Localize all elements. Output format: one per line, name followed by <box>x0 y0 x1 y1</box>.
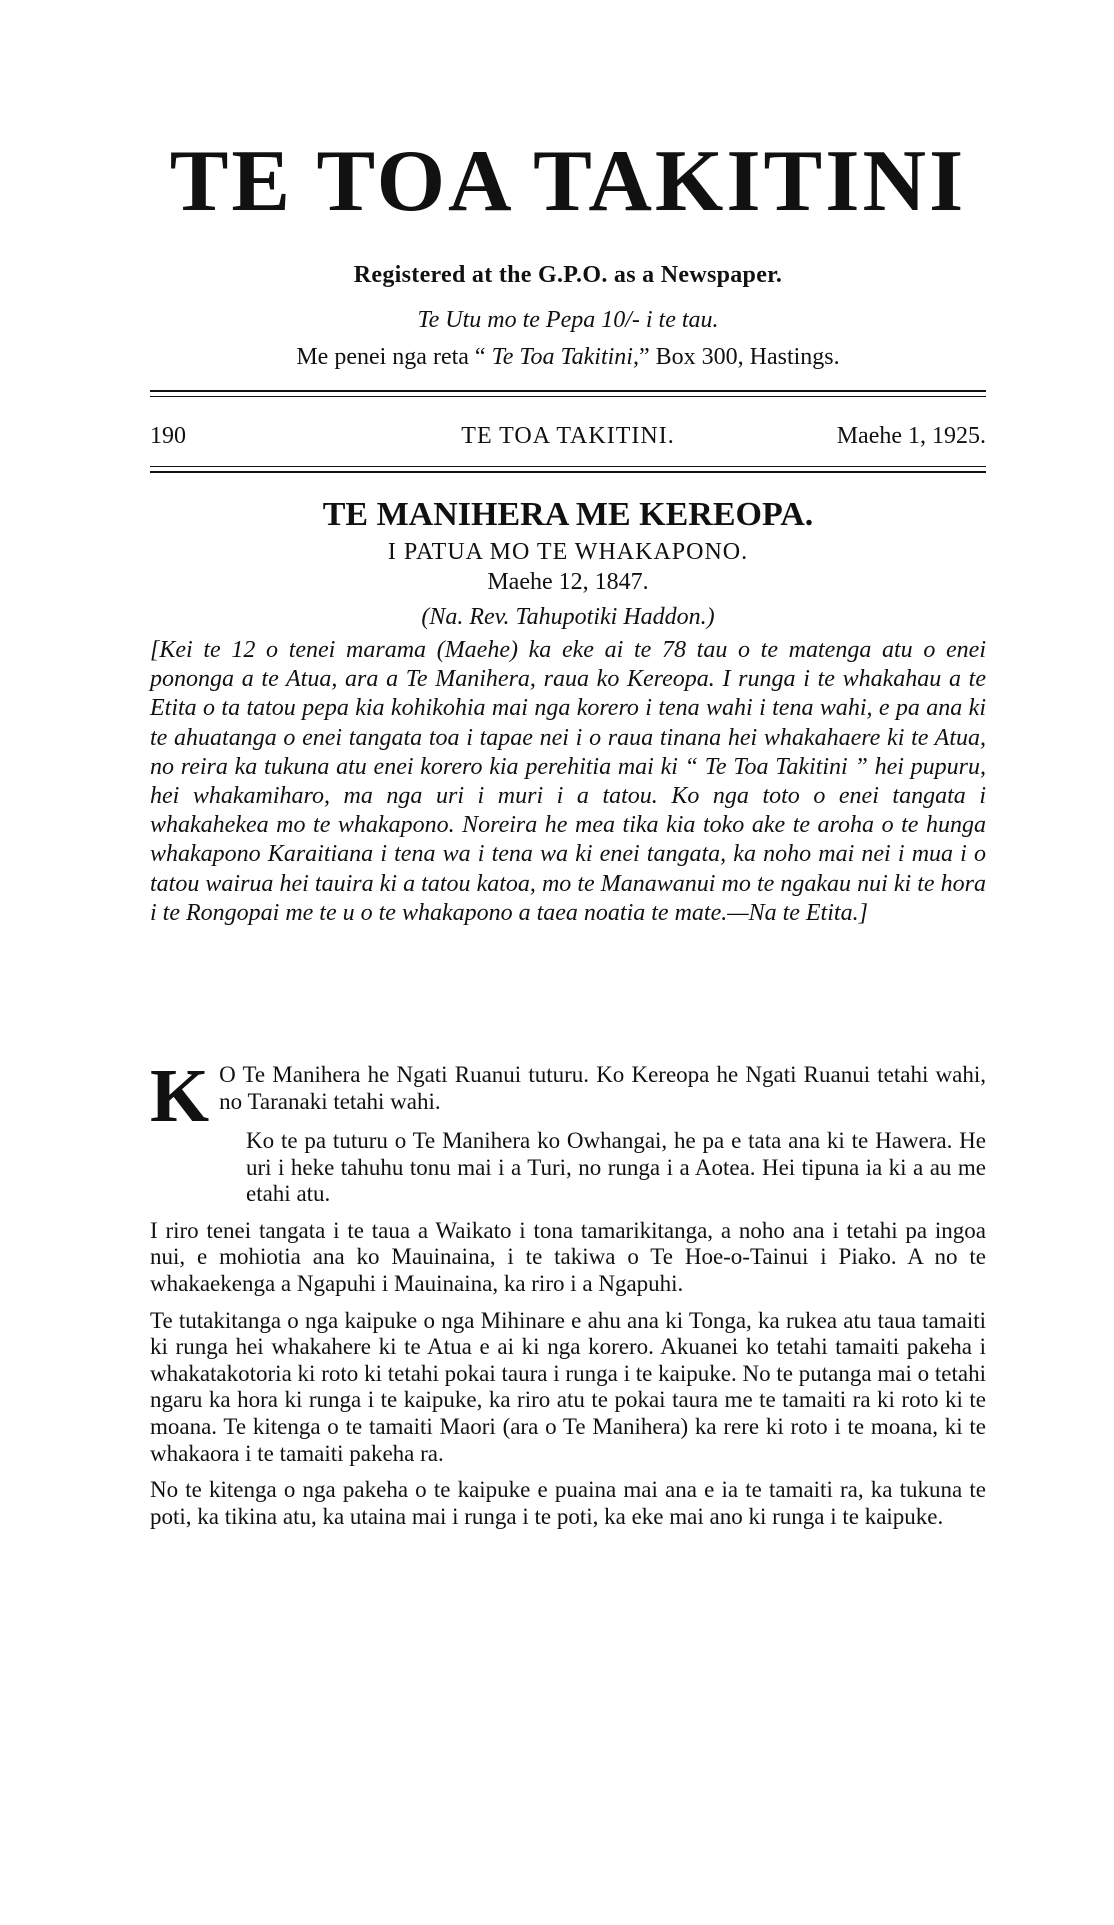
page-number: 190 <box>150 423 186 449</box>
paragraph-1-lead: O Te Manihera he Ngati Ruanui tuturu. Ko Kereopa he Ngati Ruanui tetahi wahi, no Taranaki tetahi wahi. <box>219 1062 986 1114</box>
header-rule-bottom-thin <box>150 466 986 467</box>
registration-notice: Registered at the G.P.O. as a Newspaper. <box>353 262 783 288</box>
article-subtitle: I PATUA MO TE WHAKAPONO. <box>387 539 749 565</box>
header-rule-bottom <box>150 471 986 473</box>
article-body <box>150 1054 986 1540</box>
paragraph-1-rest: Ko te pa tuturu o Te Manihera ko Owhangai, he pa e tata ana ki te Hawera. He uri i heke tahuhu tonu mai i a Turi, no runga i a Aotea. Hei tipuna ia ki a au me etahi atu. <box>246 1128 986 1207</box>
article-title: TE MANIHERA ME KEREOPA. <box>322 496 814 533</box>
header-rule-top <box>150 390 986 392</box>
paragraph-3: Te tutakitanga o nga kaipuke o nga Mihinare e ahu ana ki Tonga, ka rukea atu taua tamaiti ki runga hei whakahere ki te Atua e ai ki nga korero. Akuanei ko tetahi tamaiti pakeha i whakatakotoria ki roto ki tetahi pokai taura i runga i te kaipuke. No te putanga mai o tetahi ngaru ka hora ki runga i te kaipuke, ka riro atu te pokai taura me te tamaiti ra ki roto ki te moana. Te kitenga o te tamaiti Maori (ara o Te Manihera) ka rere ki roto i te moana, ki te whakaora i te tamaiti pakeha ra. <box>150 1307 986 1466</box>
paragraph-2: I riro tenei tangata i te taua a Waikato i tona tamarikitanga, a noho ana i tetahi pa ingoa nui, e mohiotia ana ko Mauinaina, i te takiwa o Te Hoe-o-Tainui i Piako. A no te whakaekenga a Ngapuhi i Mauinaina, ka riro i a Ngapuhi. <box>150 1217 986 1296</box>
article-byline: (Na. Rev. Tahupotiki Haddon.) <box>421 604 715 630</box>
issue-date: Maehe 1, 1925. <box>836 423 986 449</box>
header-rule-top-thin <box>150 396 986 397</box>
paragraph-4: No te kitenga o nga pakeha o te kaipuke e puaina mai ana e ia te tamaiti ra, ka tukuna te poti, ka tikina atu, ka utaina mai i runga i te poti, ka eke mai ano ki runga i te kaipuke. <box>150 1477 986 1529</box>
running-head-publication: TE TOA TAKITINI. <box>461 423 675 449</box>
address-publication: Te Toa Takitini, <box>491 344 639 370</box>
drop-cap: K <box>150 1054 210 1138</box>
masthead-title: TE TOA TAKITINI <box>169 133 967 230</box>
subscription-price: Te Utu mo te Pepa 10/- i te tau. <box>417 307 719 333</box>
address-prefix: Me penei nga reta “ <box>296 344 492 370</box>
mailing-address <box>150 345 986 369</box>
paragraph-1 <box>150 1054 986 1208</box>
editor-note: [Kei te 12 o tenei marama (Maehe) ka eke ai te 78 tau o te matenga atu o enei pononga a te Atua, ara a Te Manihera, raua ko Kereopa. I runga i te whakahau a te Etita o ta tatou pepa kia kohikohia mai nga korero i tena wahi i tena wahi, e pa ana ki te ahuatanga o enei tangata toa i tapae nei i o raua tinana hei whakahaere ki te Atua, no reira ka tukuna atu enei korero kia perehitia mai ki “ Te Toa Takitini ” hei pupuru, hei whakamiharo, ma nga uri i muri i a tatou. Ko nga toto o enei tangata i whakahekea mo te whakapono. Noreira he mea tika kia toko ake te aroha o te hunga whakapono Karaitiana i tena wa i tena wa ki enei tangata, ka noho mai nei i mua i o tatou wairua hei tauira ki a tatou katoa, mo te Manawanui mo te ngakau nui ki te hora i te Rongopai me te u o te whakapono a taea noatia te mate.—Na te Etita.] <box>150 637 986 926</box>
address-suffix: ” Box 300, Hastings. <box>638 344 840 370</box>
article-date: Maehe 12, 1847. <box>487 569 649 595</box>
